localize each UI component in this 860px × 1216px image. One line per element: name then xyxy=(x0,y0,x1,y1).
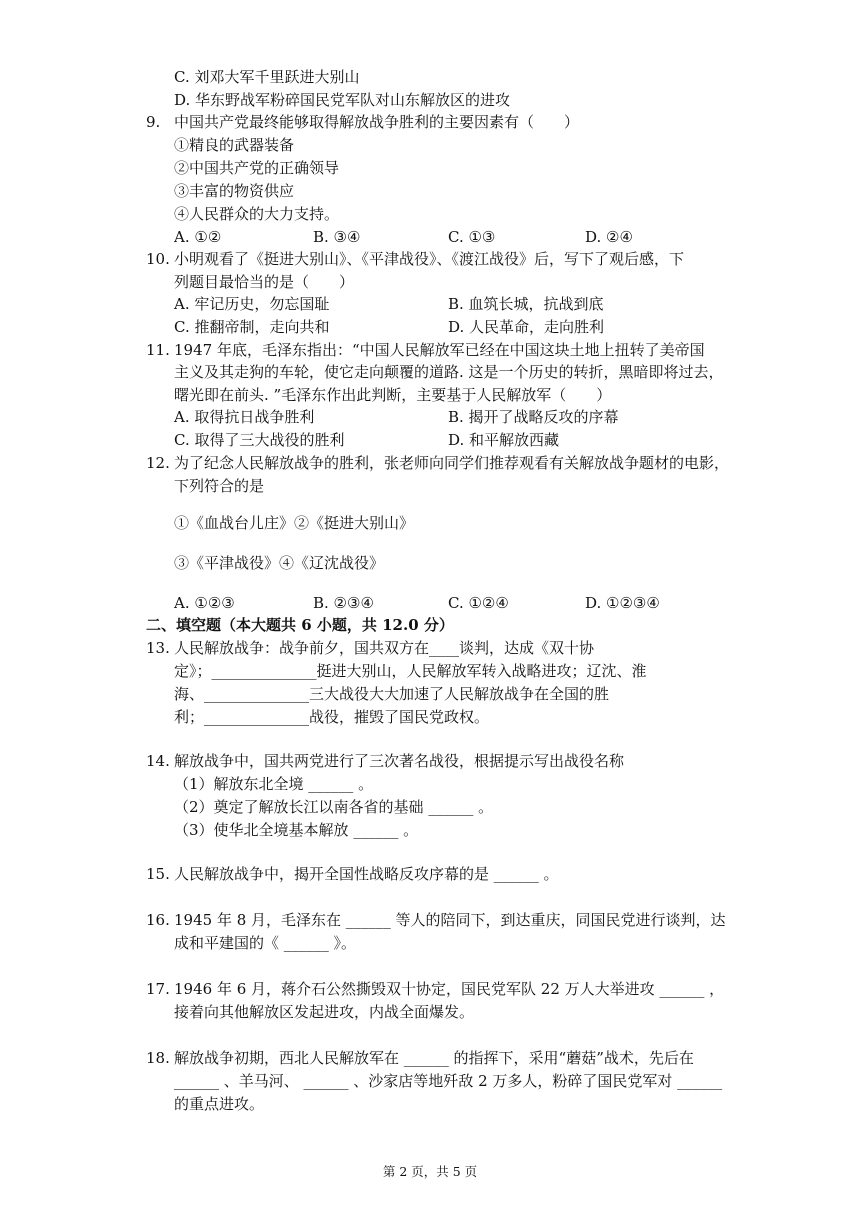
q9-item-3: ③丰富的物资供应 xyxy=(174,182,295,200)
q11-option-b: B. 揭开了战略反攻的序幕 xyxy=(448,408,619,426)
q12-stem-line2: 下列符合的是 xyxy=(174,477,265,495)
q16-line2: 成和平建国的《 ______ 》。 xyxy=(174,934,357,952)
q13-line4: 利；______________战役，摧毁了国民党政权。 xyxy=(174,708,490,726)
q10-option-b: B. 血筑长城，抗战到底 xyxy=(448,295,604,313)
q9-item-4: ④人民群众的大力支持。 xyxy=(174,205,340,223)
q10-option-a: A. 牢记历史，勿忘国耻 xyxy=(174,295,330,313)
q11-stem-line3: 曙光即在前头. ”毛泽东作出此判断，主要基于人民解放军（ ） xyxy=(174,386,612,404)
q12-number: 12. xyxy=(146,454,170,472)
q12-option-c: C. ①②④ xyxy=(448,594,509,612)
q14-sub-2: （2）奠定了解放长江以南各省的基础 ______ 。 xyxy=(174,798,494,816)
q17-line2: 接着向其他解放区发起进攻，内战全面爆发。 xyxy=(174,1003,475,1021)
q10-number: 10. xyxy=(146,250,170,268)
q12-items-line1: ①《血战台儿庄》②《挺进大别山》 xyxy=(174,514,415,532)
q18-line3: 的重点进攻。 xyxy=(174,1095,265,1113)
q10-option-d: D. 人民革命，走向胜利 xyxy=(448,318,605,336)
q11-stem-line1: 1947 年底，毛泽东指出：“中国人民解放军已经在中国这块土地上扭转了美帝国 xyxy=(174,341,705,359)
q18-line2: ______ 、羊马河、 ______ 、沙家店等地歼敌 2 万多人，粉碎了国民党军对 ______ xyxy=(174,1072,723,1090)
q16-line1: 1945 年 8 月，毛泽东在 ______ 等人的陪同下，到达重庆，同国民党进行谈判，达 xyxy=(174,911,726,929)
q13-number: 13. xyxy=(146,639,170,657)
q11-option-d: D. 和平解放西藏 xyxy=(448,431,560,449)
q10-stem-line1: 小明观看了《挺进大别山》、《平津战役》、《渡江战役》后，写下了观后感，下 xyxy=(174,250,685,268)
page-footer: 第 2 页，共 5 页 xyxy=(382,1164,478,1179)
q14-stem: 解放战争中，国共两党进行了三次著名战役，根据提示写出战役名称 xyxy=(174,752,625,770)
q18-line1: 解放战争初期，西北人民解放军在 ______ 的指挥下，采用“蘑菇”战术，先后在 xyxy=(174,1049,694,1067)
q8-option-c: C. 刘邓大军千里跃进大别山 xyxy=(174,68,360,86)
q9-option-d: D. ②④ xyxy=(585,228,633,246)
q9-item-1: ①精良的武器装备 xyxy=(174,136,295,154)
q9-option-b: B. ③④ xyxy=(313,228,361,246)
q9-option-a: A. ①② xyxy=(174,228,222,246)
q12-items-line2: ③《平津战役》④《辽沈战役》 xyxy=(174,554,385,572)
q11-option-c: C. 取得了三大战役的胜利 xyxy=(174,431,345,449)
q12-option-d: D. ①②③④ xyxy=(585,594,660,612)
q10-option-c: C. 推翻帝制，走向共和 xyxy=(174,318,330,336)
q11-option-a: A. 取得抗日战争胜利 xyxy=(174,408,315,426)
q13-line1: 人民解放战争：战争前夕，国共双方在____谈判，达成《双十协 xyxy=(174,639,595,657)
q14-sub-1: （1）解放东北全境 ______ 。 xyxy=(174,775,374,793)
q18-number: 18. xyxy=(146,1049,170,1067)
q12-option-b: B. ②③④ xyxy=(313,594,374,612)
q11-stem-line2: 主义及其走狗的车轮，使它走向颠覆的道路. 这是一个历史的转折，黑暗即将过去， xyxy=(174,363,724,381)
q13-line3: 海、______________三大战役大大加速了人民解放战争在全国的胜 xyxy=(174,685,610,703)
q9-number: 9. xyxy=(146,113,161,131)
q9-stem: 中国共产党最终能够取得解放战争胜利的主要因素有（ ） xyxy=(174,113,580,131)
q16-number: 16. xyxy=(146,911,170,929)
q17-line1: 1946 年 6 月，蒋介石公然撕毁双十协定，国民党军队 22 万人大举进攻 ______ ， xyxy=(174,980,725,998)
q11-number: 11. xyxy=(146,341,170,359)
q10-stem-line2: 列题目最恰当的是（ ） xyxy=(174,273,355,291)
q15-number: 15. xyxy=(146,865,170,883)
q8-option-d: D. 华东野战军粉碎国民党军队对山东解放区的进攻 xyxy=(174,91,511,109)
q14-sub-3: （3）使华北全境基本解放 ______ 。 xyxy=(174,821,419,839)
q9-item-2: ②中国共产党的正确领导 xyxy=(174,159,340,177)
q9-option-c: C. ①③ xyxy=(448,228,496,246)
q14-number: 14. xyxy=(146,752,170,770)
q13-line2: 定》；______________挺进大别山，人民解放军转入战略进攻；辽沈、淮 xyxy=(174,662,647,680)
q12-stem-line1: 为了纪念人民解放战争的胜利，张老师向同学们推荐观看有关解放战争题材的电影， xyxy=(174,454,730,472)
q15-stem: 人民解放战争中，揭开全国性战略反攻序幕的是 ______ 。 xyxy=(174,865,559,883)
section-fill-in-heading: 二、填空题（本大题共 6 小题，共 12.0 分） xyxy=(146,616,454,634)
q12-option-a: A. ①②③ xyxy=(174,594,235,612)
q17-number: 17. xyxy=(146,980,170,998)
